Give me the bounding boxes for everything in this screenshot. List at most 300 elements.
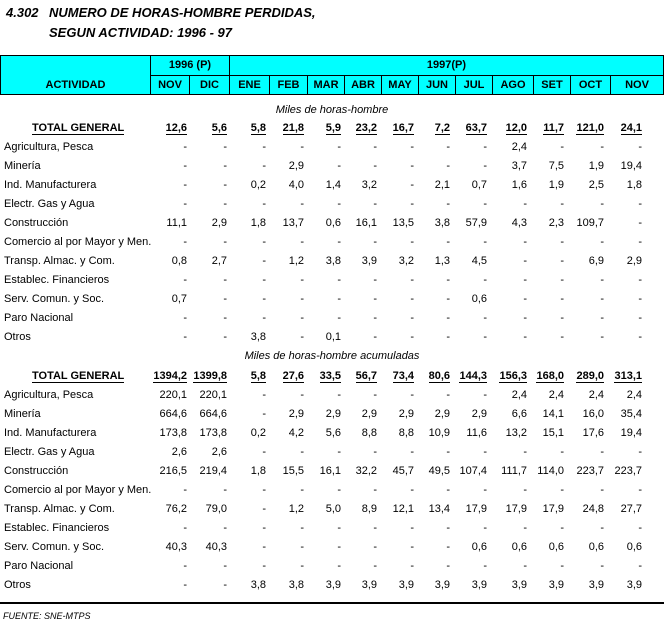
value-text: - bbox=[483, 198, 487, 210]
value-cell bbox=[566, 538, 606, 557]
value-cell bbox=[343, 576, 379, 595]
value-text: - bbox=[300, 522, 304, 534]
value-text: - bbox=[337, 141, 341, 153]
value-text: 3,9 bbox=[511, 579, 527, 591]
value-cell bbox=[452, 138, 489, 157]
value-cell bbox=[452, 443, 489, 462]
value-text: - bbox=[223, 198, 227, 210]
value-cell bbox=[189, 386, 229, 405]
value-text: - bbox=[638, 141, 642, 153]
value-text: 114,0 bbox=[537, 465, 564, 477]
value-cell bbox=[489, 538, 529, 557]
value-text: - bbox=[523, 446, 527, 458]
value-text: - bbox=[183, 560, 187, 572]
value-text: 3,9 bbox=[588, 579, 604, 591]
value-text: 16,7 bbox=[392, 122, 414, 134]
value-cell bbox=[566, 119, 606, 138]
value-cell bbox=[306, 157, 343, 176]
value-text: 173,8 bbox=[199, 427, 227, 439]
section-caption-accumulated: Miles de horas-hombre acumuladas bbox=[244, 350, 420, 362]
value-cell bbox=[606, 290, 644, 309]
value-cell bbox=[452, 157, 489, 176]
value-text: 664,6 bbox=[199, 408, 227, 420]
value-text: - bbox=[410, 236, 414, 248]
month-header-0: NOV bbox=[150, 75, 190, 95]
table-title-line1 bbox=[6, 5, 316, 20]
value-text: 1,9 bbox=[588, 160, 604, 172]
value-text: - bbox=[638, 560, 642, 572]
value-cell bbox=[489, 271, 529, 290]
value-text: 3,2 bbox=[361, 179, 377, 191]
value-text: - bbox=[183, 198, 187, 210]
value-text: 1,9 bbox=[548, 179, 564, 191]
value-text: - bbox=[638, 522, 642, 534]
value-cell bbox=[229, 195, 268, 214]
value-cell bbox=[343, 519, 379, 538]
value-cell bbox=[606, 519, 644, 538]
value-text: 121,0 bbox=[576, 122, 604, 134]
value-cell bbox=[416, 271, 452, 290]
value-cell bbox=[529, 214, 566, 233]
value-text: 2,3 bbox=[548, 217, 564, 229]
value-text: 3,9 bbox=[548, 579, 564, 591]
value-cell bbox=[343, 138, 379, 157]
month-header-5: ABR bbox=[344, 75, 382, 95]
value-text: - bbox=[262, 522, 266, 534]
value-cell bbox=[566, 443, 606, 462]
value-cell bbox=[229, 481, 268, 500]
value-cell bbox=[452, 119, 489, 138]
value-cell bbox=[416, 519, 452, 538]
value-text: 13,4 bbox=[428, 503, 450, 515]
value-cell bbox=[606, 138, 644, 157]
value-cell bbox=[606, 405, 644, 424]
value-text: - bbox=[483, 160, 487, 172]
value-cell bbox=[606, 481, 644, 500]
value-cell bbox=[452, 195, 489, 214]
value-cell bbox=[189, 119, 229, 138]
value-text: - bbox=[337, 274, 341, 286]
value-cell bbox=[229, 176, 268, 195]
value-text: - bbox=[223, 312, 227, 324]
value-text: 32,2 bbox=[355, 465, 377, 477]
value-text: 2,9 bbox=[434, 408, 450, 420]
value-cell bbox=[268, 576, 306, 595]
value-cell bbox=[343, 424, 379, 443]
value-cell bbox=[529, 462, 566, 481]
value-text: - bbox=[446, 312, 450, 324]
value-cell bbox=[306, 576, 343, 595]
value-text: 2,9 bbox=[211, 217, 227, 229]
value-text: - bbox=[600, 560, 604, 572]
value-text: - bbox=[337, 312, 341, 324]
value-text: - bbox=[373, 331, 377, 343]
value-cell bbox=[606, 367, 644, 386]
value-cell bbox=[229, 405, 268, 424]
value-cell bbox=[566, 576, 606, 595]
value-cell bbox=[529, 576, 566, 595]
value-text: - bbox=[523, 255, 527, 267]
value-text: - bbox=[638, 274, 642, 286]
value-cell bbox=[268, 462, 306, 481]
activity-label bbox=[0, 405, 151, 424]
value-cell bbox=[343, 367, 379, 386]
value-text: - bbox=[446, 198, 450, 210]
value-text: - bbox=[300, 446, 304, 458]
value-text: 5,8 bbox=[250, 122, 266, 134]
value-text: 13,7 bbox=[282, 217, 304, 229]
value-text: - bbox=[638, 293, 642, 305]
value-text: 1399,8 bbox=[193, 370, 227, 382]
month-header-9: AGO bbox=[492, 75, 534, 95]
value-cell bbox=[566, 424, 606, 443]
value-cell bbox=[229, 214, 268, 233]
value-text: - bbox=[300, 541, 304, 553]
value-text: 8,8 bbox=[398, 427, 414, 439]
table-title-line2: SEGUN ACTIVIDAD: 1996 - 97 bbox=[49, 25, 233, 40]
value-cell bbox=[452, 481, 489, 500]
value-text: 17,9 bbox=[465, 503, 487, 515]
value-cell bbox=[489, 290, 529, 309]
value-cell bbox=[189, 271, 229, 290]
value-cell bbox=[489, 176, 529, 195]
value-cell bbox=[229, 252, 268, 271]
value-text: - bbox=[262, 503, 266, 515]
value-cell bbox=[566, 481, 606, 500]
table-row bbox=[0, 424, 644, 443]
value-text: - bbox=[373, 274, 377, 286]
value-cell bbox=[151, 252, 189, 271]
value-text: 19,4 bbox=[620, 160, 642, 172]
value-text: - bbox=[410, 179, 414, 191]
value-cell bbox=[268, 233, 306, 252]
value-cell bbox=[268, 500, 306, 519]
value-text: 33,5 bbox=[319, 370, 341, 382]
value-cell bbox=[268, 367, 306, 386]
activity-label bbox=[0, 519, 151, 538]
value-cell bbox=[416, 557, 452, 576]
value-text: - bbox=[410, 141, 414, 153]
value-cell bbox=[416, 367, 452, 386]
value-cell bbox=[151, 176, 189, 195]
value-cell bbox=[529, 176, 566, 195]
value-cell bbox=[489, 309, 529, 328]
value-cell bbox=[229, 443, 268, 462]
value-cell bbox=[151, 538, 189, 557]
month-header-12: NOV bbox=[610, 75, 664, 95]
value-cell bbox=[566, 519, 606, 538]
value-cell bbox=[151, 519, 189, 538]
value-cell bbox=[566, 290, 606, 309]
value-cell bbox=[229, 119, 268, 138]
value-cell bbox=[268, 271, 306, 290]
value-cell bbox=[268, 481, 306, 500]
value-cell bbox=[416, 157, 452, 176]
value-cell bbox=[566, 367, 606, 386]
value-text: 2,6 bbox=[171, 446, 187, 458]
value-text: 1,6 bbox=[511, 179, 527, 191]
value-cell bbox=[151, 328, 189, 347]
value-cell bbox=[489, 386, 529, 405]
value-text: - bbox=[183, 160, 187, 172]
value-cell bbox=[379, 367, 416, 386]
value-cell bbox=[343, 443, 379, 462]
value-text: 168,0 bbox=[536, 370, 564, 382]
value-cell bbox=[306, 309, 343, 328]
value-cell bbox=[189, 500, 229, 519]
value-cell bbox=[606, 252, 644, 271]
value-cell bbox=[529, 233, 566, 252]
value-cell bbox=[416, 500, 452, 519]
value-cell bbox=[189, 176, 229, 195]
value-text: - bbox=[223, 141, 227, 153]
value-cell bbox=[452, 519, 489, 538]
value-cell bbox=[189, 214, 229, 233]
value-cell bbox=[306, 405, 343, 424]
value-text: - bbox=[223, 522, 227, 534]
activity-label-text: Minería bbox=[4, 160, 41, 172]
value-text: - bbox=[337, 389, 341, 401]
value-cell bbox=[529, 290, 566, 309]
value-cell bbox=[566, 309, 606, 328]
value-text: 223,7 bbox=[614, 465, 642, 477]
value-text: - bbox=[262, 389, 266, 401]
value-text: - bbox=[600, 236, 604, 248]
value-cell bbox=[606, 195, 644, 214]
value-text: 0,6 bbox=[588, 541, 604, 553]
activity-label bbox=[0, 557, 151, 576]
value-text: - bbox=[262, 160, 266, 172]
total-row bbox=[0, 367, 644, 386]
value-text: 0,6 bbox=[511, 541, 527, 553]
value-text: - bbox=[262, 312, 266, 324]
value-text: 313,1 bbox=[614, 370, 642, 382]
value-cell bbox=[606, 328, 644, 347]
value-cell bbox=[416, 576, 452, 595]
source-note: FUENTE: SNE-MTPS bbox=[3, 611, 91, 621]
value-cell bbox=[306, 233, 343, 252]
value-text: - bbox=[523, 198, 527, 210]
value-text: 3,8 bbox=[250, 579, 266, 591]
value-text: - bbox=[183, 141, 187, 153]
value-text: - bbox=[410, 541, 414, 553]
value-text: - bbox=[446, 274, 450, 286]
activity-label-text: Comercio al por Mayor y Men. bbox=[4, 484, 151, 496]
value-cell bbox=[416, 233, 452, 252]
value-text: - bbox=[638, 198, 642, 210]
value-cell bbox=[379, 424, 416, 443]
value-cell bbox=[306, 138, 343, 157]
value-cell bbox=[229, 519, 268, 538]
value-cell bbox=[416, 462, 452, 481]
value-text: 0,6 bbox=[471, 541, 487, 553]
value-cell bbox=[489, 252, 529, 271]
value-text: 1,8 bbox=[250, 465, 266, 477]
value-text: 4,0 bbox=[288, 179, 304, 191]
value-cell bbox=[606, 500, 644, 519]
value-text: - bbox=[446, 446, 450, 458]
activity-label-text: Comercio al por Mayor y Men. bbox=[4, 236, 151, 248]
value-text: - bbox=[373, 541, 377, 553]
value-text: 76,2 bbox=[165, 503, 187, 515]
value-text: - bbox=[483, 331, 487, 343]
value-cell bbox=[343, 538, 379, 557]
activity-label-text: Transp. Almac. y Com. bbox=[4, 503, 115, 515]
value-text: - bbox=[373, 389, 377, 401]
value-text: - bbox=[262, 560, 266, 572]
value-text: 5,6 bbox=[325, 427, 341, 439]
value-cell bbox=[229, 386, 268, 405]
activity-label bbox=[0, 462, 151, 481]
value-cell bbox=[566, 157, 606, 176]
value-cell bbox=[489, 462, 529, 481]
monthly-data-table bbox=[0, 119, 644, 347]
value-text: - bbox=[600, 484, 604, 496]
value-cell bbox=[268, 405, 306, 424]
value-cell bbox=[306, 557, 343, 576]
activity-label bbox=[0, 195, 151, 214]
activity-label bbox=[0, 386, 151, 405]
activity-label bbox=[0, 443, 151, 462]
value-cell bbox=[229, 233, 268, 252]
month-header-6: MAY bbox=[381, 75, 419, 95]
value-cell bbox=[489, 195, 529, 214]
value-cell bbox=[189, 519, 229, 538]
value-text: - bbox=[560, 198, 564, 210]
month-header-4: MAR bbox=[307, 75, 345, 95]
value-cell bbox=[229, 138, 268, 157]
value-text: 289,0 bbox=[576, 370, 604, 382]
value-cell bbox=[306, 271, 343, 290]
value-cell bbox=[529, 119, 566, 138]
value-text: 8,9 bbox=[361, 503, 377, 515]
value-text: 5,0 bbox=[325, 503, 341, 515]
value-cell bbox=[379, 290, 416, 309]
value-text: - bbox=[638, 236, 642, 248]
value-text: 107,4 bbox=[459, 465, 487, 477]
value-cell bbox=[379, 443, 416, 462]
value-cell bbox=[566, 557, 606, 576]
value-cell bbox=[566, 176, 606, 195]
value-text: 1,2 bbox=[288, 503, 304, 515]
value-text: - bbox=[523, 331, 527, 343]
value-cell bbox=[529, 443, 566, 462]
value-text: 3,2 bbox=[398, 255, 414, 267]
activity-label bbox=[0, 328, 151, 347]
value-cell bbox=[489, 119, 529, 138]
value-cell bbox=[229, 500, 268, 519]
value-text: 12,6 bbox=[165, 122, 187, 134]
value-text: - bbox=[337, 522, 341, 534]
value-cell bbox=[229, 309, 268, 328]
table-row bbox=[0, 557, 644, 576]
value-text: - bbox=[183, 236, 187, 248]
value-text: - bbox=[638, 331, 642, 343]
value-cell bbox=[189, 405, 229, 424]
table-row bbox=[0, 500, 644, 519]
value-text: 3,9 bbox=[626, 579, 642, 591]
activity-label bbox=[0, 176, 151, 195]
value-cell bbox=[379, 519, 416, 538]
activity-label-text: Establec. Financieros bbox=[4, 522, 110, 534]
value-text: - bbox=[600, 141, 604, 153]
value-text: 0,2 bbox=[250, 427, 266, 439]
value-text: - bbox=[410, 484, 414, 496]
value-text: 3,9 bbox=[398, 579, 414, 591]
value-text: 1,8 bbox=[626, 179, 642, 191]
value-cell bbox=[606, 538, 644, 557]
value-cell bbox=[229, 290, 268, 309]
value-cell bbox=[529, 138, 566, 157]
table-row bbox=[0, 290, 644, 309]
value-cell bbox=[379, 119, 416, 138]
value-text: - bbox=[446, 522, 450, 534]
activity-label bbox=[0, 157, 151, 176]
value-text: - bbox=[560, 484, 564, 496]
activity-label-text: Electr. Gas y Agua bbox=[4, 198, 95, 210]
value-text: 2,9 bbox=[471, 408, 487, 420]
value-text: 2,4 bbox=[588, 389, 604, 401]
value-cell bbox=[379, 233, 416, 252]
value-text: 1394,2 bbox=[153, 370, 187, 382]
activity-label bbox=[0, 214, 151, 233]
table-row bbox=[0, 138, 644, 157]
value-text: 0,7 bbox=[171, 293, 187, 305]
value-cell bbox=[416, 309, 452, 328]
value-text: - bbox=[223, 579, 227, 591]
value-text: - bbox=[523, 274, 527, 286]
value-cell bbox=[416, 138, 452, 157]
table-row bbox=[0, 538, 644, 557]
value-cell bbox=[151, 214, 189, 233]
value-cell bbox=[606, 576, 644, 595]
value-cell bbox=[379, 271, 416, 290]
value-text: - bbox=[560, 141, 564, 153]
value-text: 24,1 bbox=[620, 122, 642, 134]
value-cell bbox=[151, 138, 189, 157]
activity-label-text: Ind. Manufacturera bbox=[4, 179, 97, 191]
value-cell bbox=[379, 481, 416, 500]
accumulated-data-table bbox=[0, 367, 644, 595]
value-text: 2,5 bbox=[588, 179, 604, 191]
value-text: 11,6 bbox=[466, 427, 487, 439]
value-text: 2,9 bbox=[325, 408, 341, 420]
value-cell bbox=[268, 424, 306, 443]
value-text: 2,4 bbox=[548, 389, 564, 401]
value-text: 6,6 bbox=[511, 408, 527, 420]
value-text: 2,9 bbox=[361, 408, 377, 420]
table-row bbox=[0, 214, 644, 233]
value-cell bbox=[229, 271, 268, 290]
value-text: 27,6 bbox=[282, 370, 304, 382]
activity-label bbox=[0, 481, 151, 500]
value-text: 1,8 bbox=[250, 217, 266, 229]
value-cell bbox=[268, 176, 306, 195]
value-text: - bbox=[446, 331, 450, 343]
value-text: - bbox=[373, 236, 377, 248]
year-1996-header: 1996 (P) bbox=[150, 55, 230, 76]
value-text: - bbox=[223, 293, 227, 305]
value-cell bbox=[306, 538, 343, 557]
value-cell bbox=[189, 557, 229, 576]
value-text: - bbox=[300, 293, 304, 305]
value-cell bbox=[452, 233, 489, 252]
value-cell bbox=[529, 424, 566, 443]
value-text: - bbox=[183, 579, 187, 591]
value-cell bbox=[606, 443, 644, 462]
value-text: 19,4 bbox=[620, 427, 642, 439]
table-row bbox=[0, 405, 644, 424]
